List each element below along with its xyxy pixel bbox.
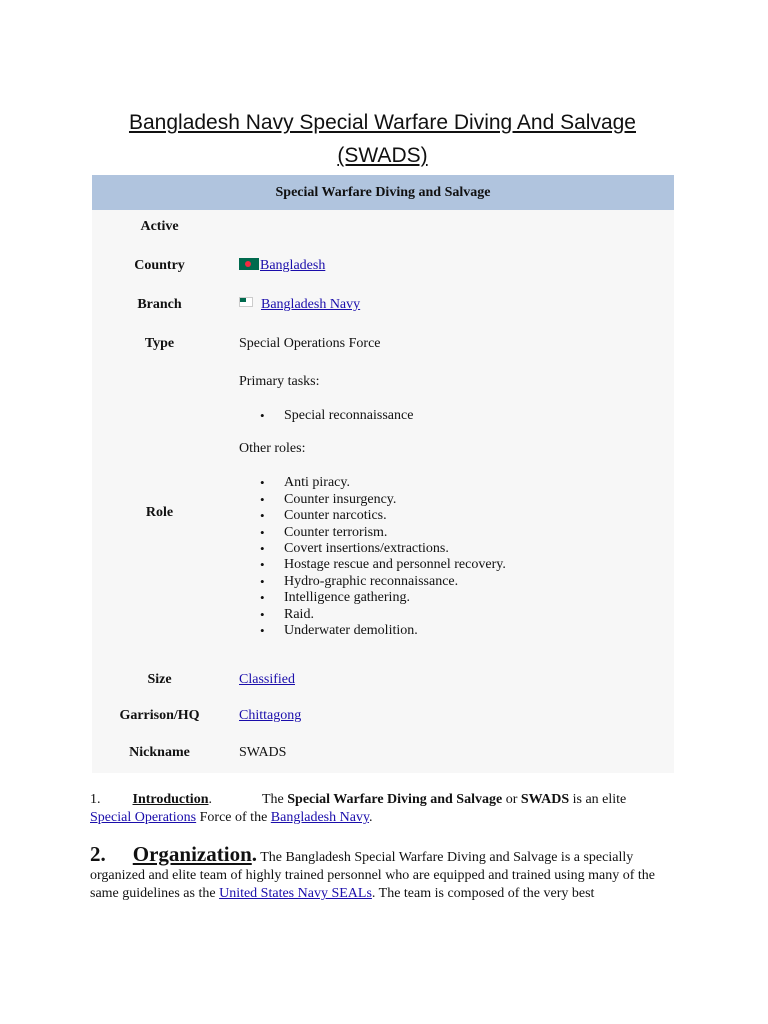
role-label: Role [145,505,174,520]
section-number: 1. [90,792,101,807]
introduction-paragraph: 1. Introduction. The Special Warfare Diving and Salvage or SWADS is an elite Special Operations Force of the Bangladesh Navy. [90,792,627,825]
organization-paragraph: 2. Organization. The Bangladesh Special Warfare Diving and Salvage is a specially organized and elite team of highly trained personnel who are equipped and trained using many of the same guidelines as the United States Navy SEALs. The team is composed of the very best [90,842,656,901]
title-line-2: (SWADS) [337,144,428,167]
other-roles-list [239,475,669,639]
list-item: • Raid. [239,607,669,623]
navy-ensign-icon [239,297,253,307]
other-roles-label: Other roles: [239,441,306,457]
special-operations-link[interactable]: Special Operations [90,810,197,825]
branch-label: Branch [137,297,182,312]
primary-tasks-list [239,408,669,424]
unit-name: Special Warfare Diving and Salvage [287,792,503,807]
page-title [90,106,675,172]
garrison-value [239,708,301,724]
infobox [92,175,674,773]
section-number: 2. [90,842,106,866]
list-item: • Counter insurgency. [239,492,669,508]
list-item: • Counter terrorism. [239,525,669,541]
nickname-value: SWADS [239,745,287,760]
introduction-heading: Introduction [132,792,209,807]
list-item: • Counter narcotics. [239,508,669,524]
role-value [239,374,669,639]
size-link[interactable]: Classified [239,672,295,687]
unit-abbr: SWADS [520,792,570,807]
active-label: Active [140,219,179,234]
list-item: • Anti piracy. [239,475,669,491]
list-item: • Covert insertions/extractions. [239,541,669,557]
bangladesh-flag-icon [239,258,259,270]
garrison-label: Garrison/HQ [119,708,200,723]
garrison-link[interactable]: Chittagong [239,708,302,723]
country-label: Country [134,258,185,273]
size-value [239,672,295,688]
title-line-1: Bangladesh Navy Special Warfare Diving And Salvage [128,111,636,134]
infobox-header: Special Warfare Diving and Salvage [92,175,674,210]
type-label: Type [144,336,175,351]
list-item: • Hostage rescue and personnel recovery. [239,557,669,573]
size-label: Size [147,672,172,687]
list-item: • Intelligence gathering. [239,590,669,606]
organization-heading: Organization [132,842,252,866]
type-value: Special Operations Force [239,336,381,351]
country-value [239,258,325,274]
list-item: • Special reconnaissance [239,408,669,424]
country-link[interactable]: Bangladesh [260,258,326,273]
bangladesh-navy-link[interactable]: Bangladesh Navy [270,810,370,825]
branch-link[interactable]: Bangladesh Navy [261,297,361,312]
nickname-label: Nickname [129,745,190,760]
navy-seals-link[interactable]: United States Navy SEALs [219,886,372,901]
primary-tasks-label: Primary tasks: [239,374,320,389]
list-item: • Underwater demolition. [239,623,669,639]
list-item: • Hydro-graphic reconnaissance. [239,574,669,590]
branch-value [239,297,360,313]
